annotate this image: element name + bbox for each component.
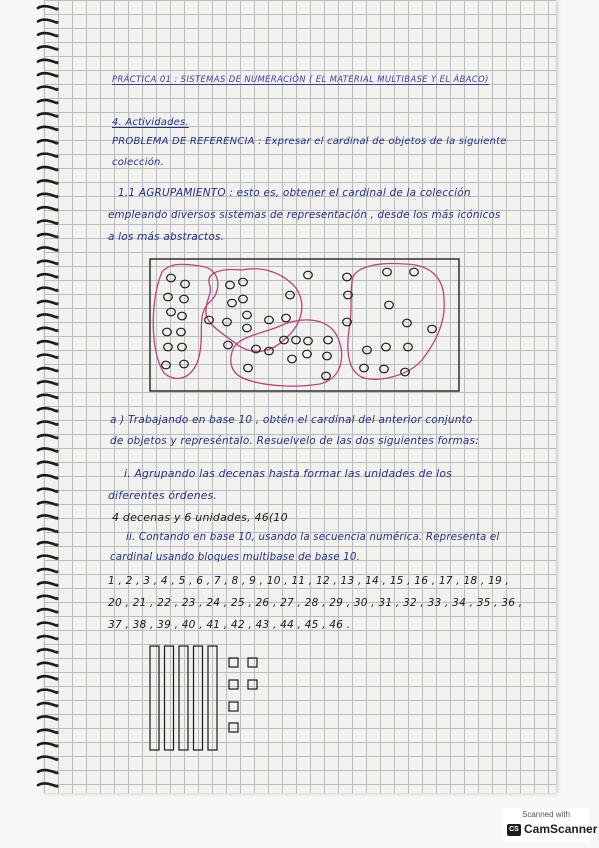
ten-rod-block bbox=[179, 646, 188, 750]
collection-frame bbox=[150, 259, 459, 391]
item-i-answer: 4 decenas y 6 unidades, 46(10 bbox=[112, 511, 288, 524]
object-circle bbox=[403, 319, 412, 327]
object-circle bbox=[178, 343, 187, 351]
object-circle bbox=[181, 280, 190, 288]
object-circle bbox=[410, 268, 419, 276]
counting-sequence-line-1: 1 , 2 , 3 , 4 , 5 , 6 , 7 , 8 , 9 , 10 , 11 , 12 , 13 , 14 , 15 , 16 , 17 , 18 , 19 , bbox=[108, 575, 510, 587]
counting-sequence-line-3: 37 , 38 , 39 , 40 , 41 , 42 , 43 , 44 , 45 , 46 . bbox=[108, 619, 351, 631]
object-circle bbox=[385, 301, 394, 309]
object-circle bbox=[180, 295, 189, 303]
object-circle bbox=[178, 312, 187, 320]
object-circle bbox=[286, 291, 295, 299]
object-circle bbox=[163, 328, 172, 336]
object-circle bbox=[428, 325, 437, 333]
object-circle bbox=[239, 295, 248, 303]
grouping-text-line-1: 1.1 AGRUPAMIENTO : esto es, obtener el cardinal de la colección bbox=[118, 187, 471, 199]
object-circle bbox=[304, 271, 313, 279]
object-circle bbox=[180, 360, 189, 368]
object-circle bbox=[167, 308, 176, 316]
question-a-line-1: a ) Trabajando en base 10 , obtén el cardinal del anterior conjunto bbox=[110, 414, 473, 426]
unit-cube-block bbox=[229, 702, 238, 711]
object-circle bbox=[323, 352, 332, 360]
object-circle bbox=[177, 328, 186, 336]
object-circle bbox=[282, 314, 291, 322]
scanned-with-label: Scanned with bbox=[521, 810, 571, 819]
page-title: PRÁCTICA 01 : SISTEMAS DE NUMERACIÓN ( EL MATERIAL MULTIBASE Y EL ÁBACO) bbox=[112, 74, 489, 84]
object-circle bbox=[223, 318, 232, 326]
problem-text-line-2: colección. bbox=[112, 157, 164, 168]
item-i-line-2: diferentes órdenes. bbox=[108, 489, 218, 502]
object-circle bbox=[162, 361, 171, 369]
grouping-outline bbox=[206, 269, 302, 352]
object-circle bbox=[164, 343, 173, 351]
unit-cube-block bbox=[229, 723, 238, 732]
object-circle bbox=[164, 293, 173, 301]
object-circle bbox=[404, 343, 413, 351]
object-circle bbox=[265, 347, 274, 355]
object-circle bbox=[243, 324, 252, 332]
object-circle bbox=[167, 274, 176, 282]
section-heading: 4. Actividades. bbox=[112, 117, 189, 128]
question-a-line-2: de objetos y represéntalo. Resuelvelo de las dos siguientes formas: bbox=[110, 435, 479, 447]
grouping-text-line-2: empleando diversos sistemas de representación , desde los más icónicos bbox=[108, 209, 501, 221]
object-circle bbox=[228, 299, 237, 307]
camscanner-brand: CamScanner bbox=[524, 822, 598, 836]
unit-cube-block bbox=[248, 680, 257, 689]
object-circle bbox=[239, 278, 248, 286]
problem-text-line-1: PROBLEMA DE REFERENCIA : Expresar el cardinal de objetos de la siguiente bbox=[112, 136, 507, 147]
object-circle bbox=[343, 273, 352, 281]
ten-rod-block bbox=[194, 646, 203, 750]
ten-rod-block bbox=[165, 646, 174, 750]
object-circle bbox=[324, 336, 333, 344]
item-ii-line-1: ii. Contando en base 10, usando la secuencia numérica. Representa el bbox=[126, 532, 500, 543]
unit-cube-block bbox=[229, 680, 238, 689]
object-circle bbox=[224, 341, 233, 349]
object-circle bbox=[360, 364, 369, 372]
ten-rod-block bbox=[150, 646, 159, 750]
object-circle bbox=[265, 316, 274, 324]
object-circle bbox=[303, 350, 312, 358]
object-circle bbox=[304, 337, 313, 345]
item-i-line-1: i. Agrupando las decenas hasta formar las unidades de los bbox=[124, 467, 453, 480]
unit-cube-block bbox=[229, 658, 238, 667]
ten-rod-block bbox=[208, 646, 217, 750]
camscanner-badge bbox=[503, 808, 598, 842]
counting-sequence-line-2: 20 , 21 , 22 , 23 , 24 , 25 , 26 , 27 , 28 , 29 , 30 , 31 , 32 , 33 , 34 , 35 , 36 , bbox=[108, 597, 523, 609]
object-circle bbox=[244, 364, 253, 372]
object-circle bbox=[322, 372, 331, 380]
object-circle bbox=[363, 346, 372, 354]
object-circle bbox=[383, 268, 392, 276]
object-circle bbox=[380, 365, 389, 373]
item-ii-line-2: cardinal usando bloques multibase de base 10. bbox=[110, 552, 361, 563]
object-circle bbox=[226, 281, 235, 289]
grouping-text-line-3: a los más abstractos. bbox=[108, 231, 225, 243]
unit-cube-block bbox=[248, 658, 257, 667]
object-circle bbox=[243, 311, 252, 319]
grouping-outline bbox=[153, 264, 218, 378]
grouping-outline bbox=[348, 264, 444, 380]
camscanner-logo-icon: CS bbox=[507, 824, 521, 836]
object-circle bbox=[288, 355, 297, 363]
object-circle bbox=[382, 343, 391, 351]
object-circle bbox=[292, 336, 301, 344]
